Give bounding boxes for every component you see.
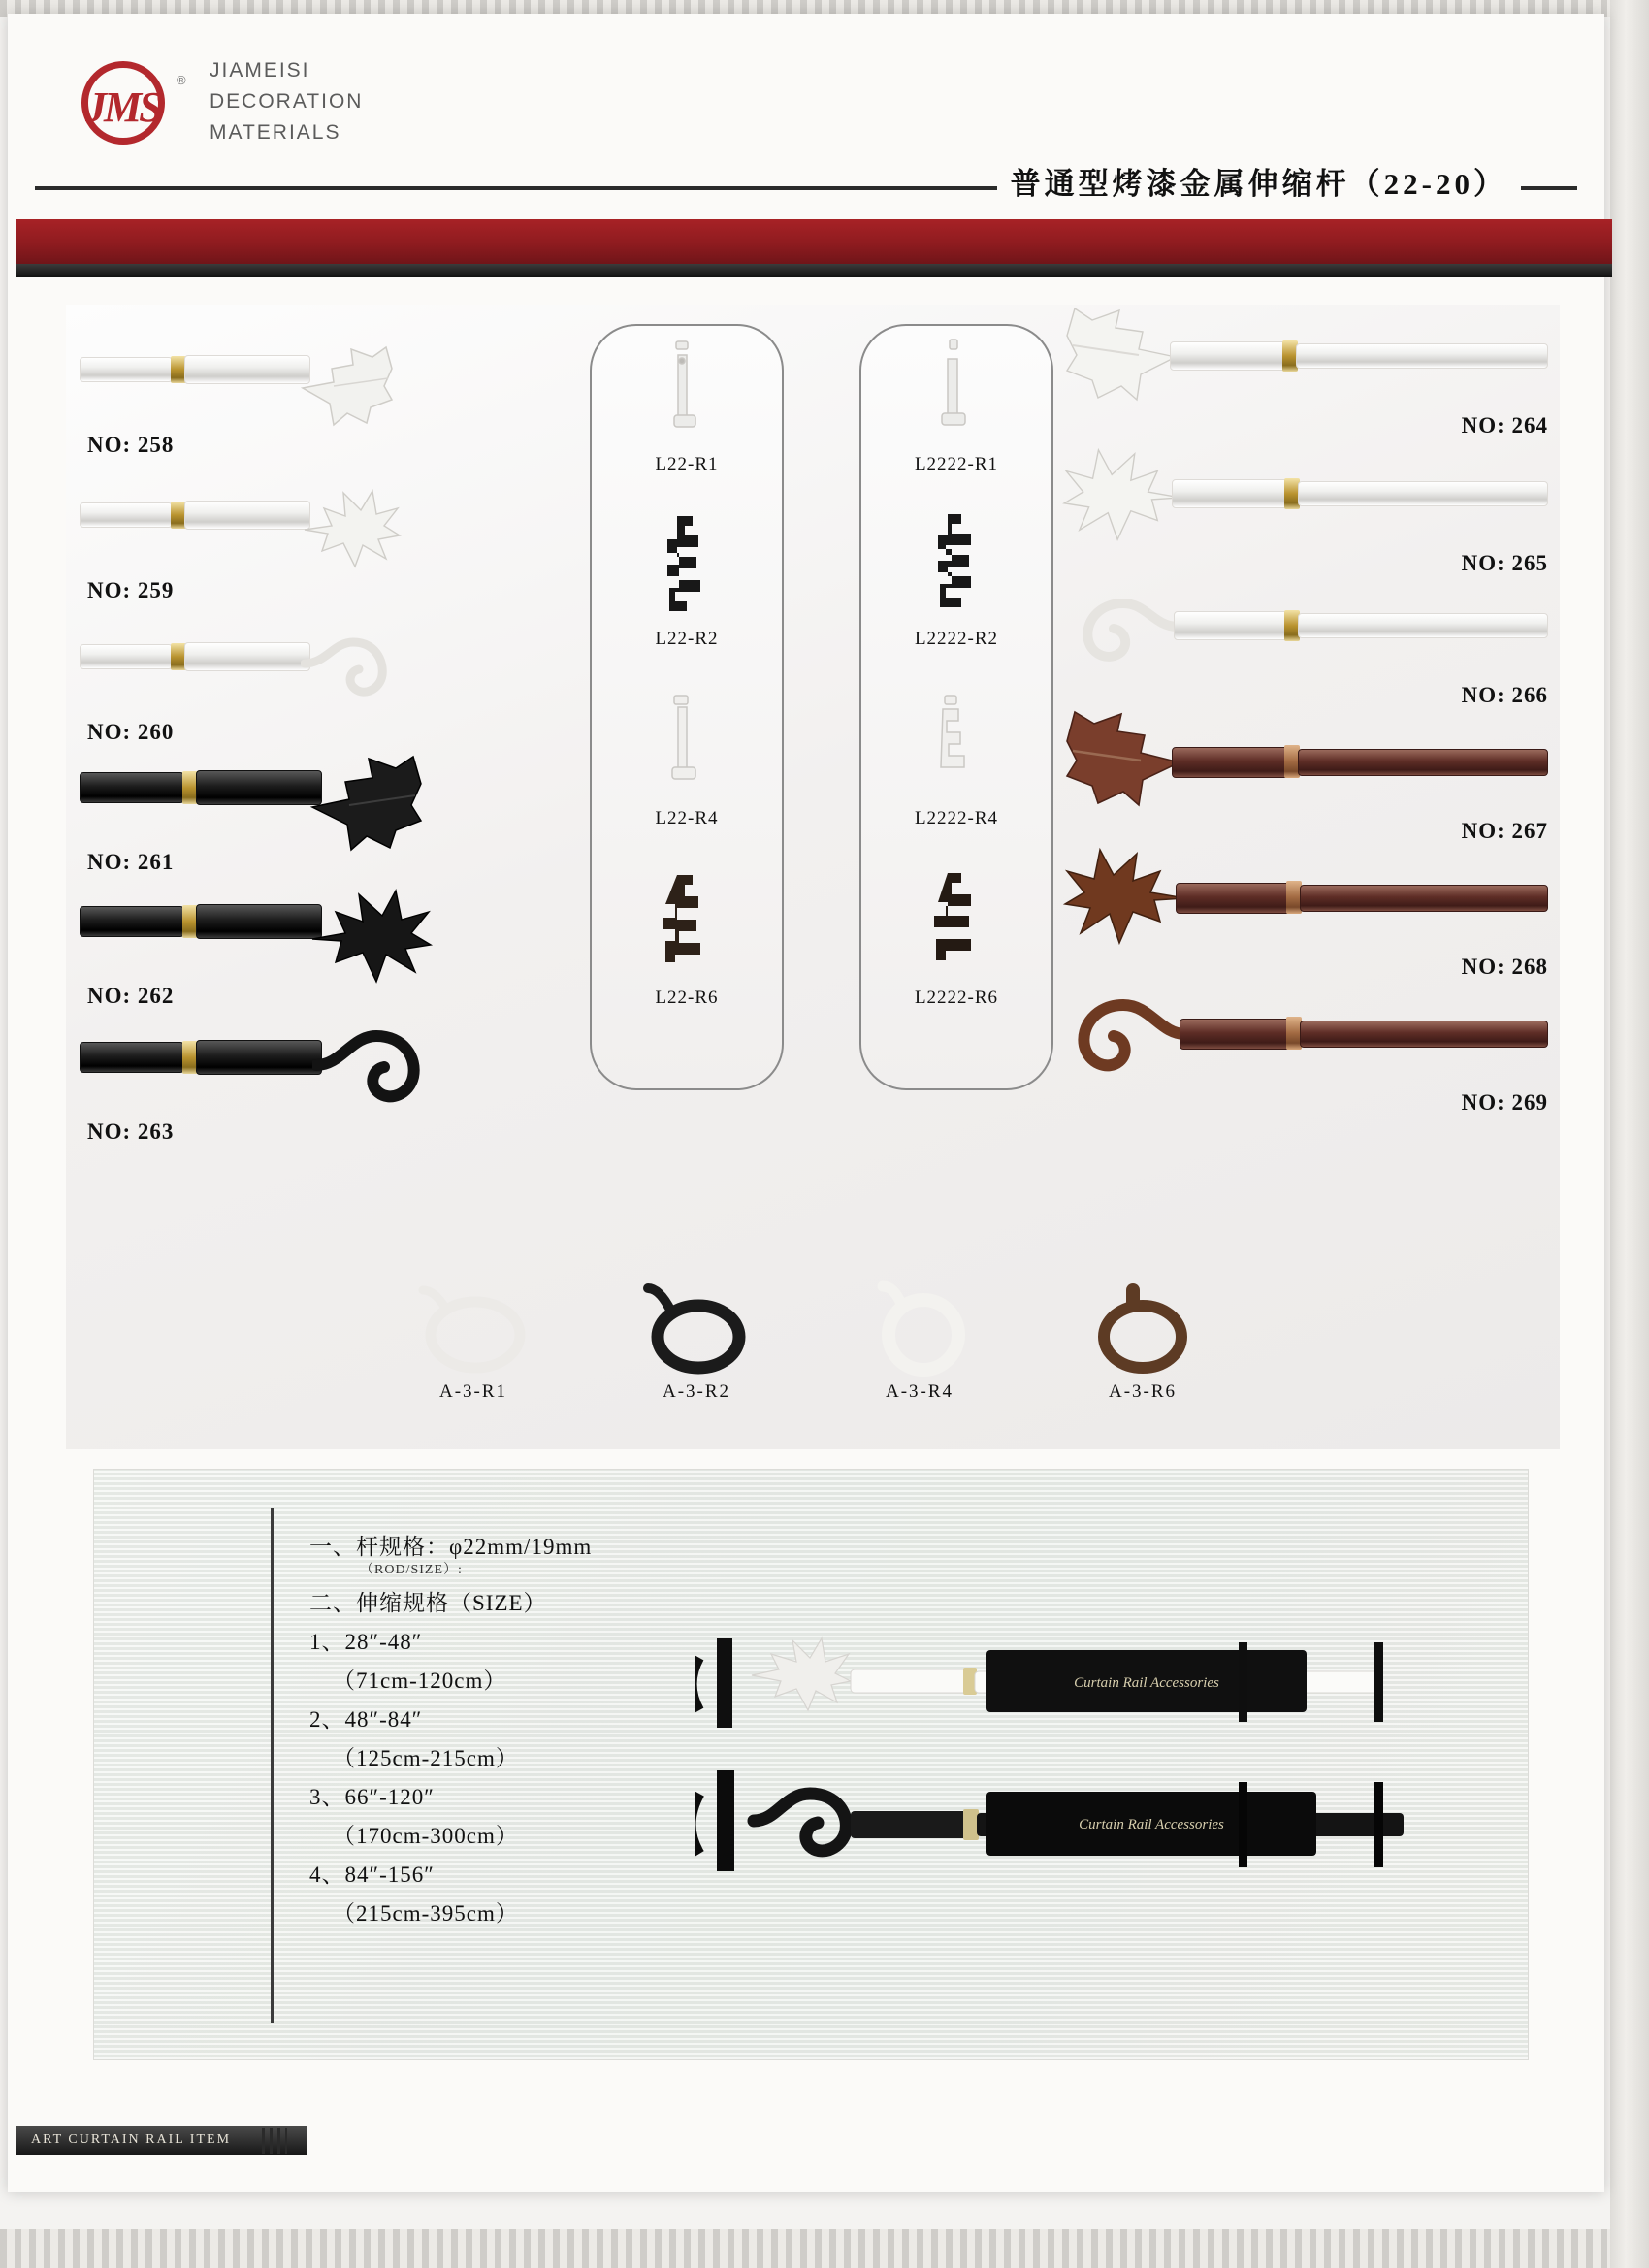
bracket-l2222-r6[interactable] [861,869,1051,1009]
product-label: NO: 261 [87,850,175,874]
bracket-panel-l22 [590,324,784,1090]
product-label: NO: 267 [1461,819,1548,843]
bracket-icon [861,336,1051,452]
bracket-icon [861,690,1051,806]
ring-a3r4[interactable] [832,1275,1007,1403]
product-label: NO: 262 [87,984,175,1008]
packshot-white-rod [695,1625,1433,1741]
spec-size-1: 1、28″-48″ [309,1630,423,1654]
bracket-l2222-r4[interactable] [861,690,1051,829]
bracket-code: L2222-R1 [914,454,999,474]
product-label: NO: 258 [87,433,175,457]
bracket-panel-l2222 [859,324,1053,1090]
grape-leaf-finial-icon [1055,706,1186,815]
ring-code: A-3-R1 [438,1381,508,1402]
product-260[interactable] [76,601,580,747]
product-261[interactable] [76,731,580,877]
spec-rod-size: 一、杆规格：φ22mm/19mm [309,1535,593,1559]
bracket-icon [592,869,782,986]
bracket-icon [861,869,1051,986]
scan-edge-bottom [0,2229,1649,2268]
ring-code: A-3-R2 [662,1381,731,1402]
scroll-hook-finial-icon [1063,982,1189,1085]
product-268[interactable] [1055,836,1560,982]
product-label: NO: 268 [1461,955,1548,979]
bracket-l22-r1[interactable] [592,336,782,475]
grape-leaf-finial-icon [295,340,402,433]
scroll-hook-finial-icon [312,1011,438,1118]
ring-icon [832,1275,1007,1381]
bracket-code: L22-R2 [655,629,719,649]
ring-a3r2[interactable] [609,1275,784,1403]
product-label: NO: 265 [1461,551,1548,575]
page-title: 普通型烤漆金属伸缩杆（22-20） [997,159,1521,203]
maple-leaf-finial-icon [308,883,435,989]
scroll-hook-finial-icon [1065,578,1181,675]
ring-row [386,1275,1259,1430]
spec-size-2: 2、48″-84″ [309,1707,423,1732]
product-label: NO: 269 [1461,1090,1548,1115]
product-267[interactable] [1055,700,1560,846]
brand-line-3: MATERIALS [210,121,341,144]
product-grid [66,305,1560,1449]
svg-text:Curtain Rail Accessories: Curtain Rail Accessories [1074,1675,1219,1691]
product-label: NO: 260 [87,720,175,744]
spec-text [309,1528,717,1933]
bracket-code: L2222-R2 [914,629,999,649]
maple-leaf-finial-icon [299,481,405,574]
product-265[interactable] [1055,433,1560,578]
bracket-code: L22-R1 [655,454,719,474]
brand-line-2: DECORATION [210,90,364,113]
spec-divider [271,1508,274,2023]
product-269[interactable] [1055,972,1560,1118]
spec-size-3-metric: （170cm-300cm） [333,1824,519,1848]
footer-text: ART CURTAIN RAIL ITEM [31,2132,232,2147]
brand-line-1: JIAMEISI [210,59,310,81]
dark-band [16,264,1612,277]
product-264[interactable] [1055,295,1560,440]
bracket-l22-r2[interactable] [592,510,782,650]
logo-monogram: JMS [85,83,160,131]
svg-text:Curtain Rail Accessories: Curtain Rail Accessories [1079,1817,1224,1832]
brand-logo [76,49,386,155]
spec-size-2-metric: （125cm-215cm） [333,1746,519,1770]
maple-leaf-finial-icon [1059,842,1190,951]
red-band [16,219,1612,266]
scroll-hook-finial-icon [301,625,398,718]
bracket-icon [592,690,782,806]
registered-mark: ® [177,73,186,87]
ring-code: A-3-R6 [1108,1381,1178,1402]
packshot-black-rod [695,1761,1462,1887]
bracket-code: L2222-R6 [914,988,999,1008]
scan-edge-right [1610,0,1649,2268]
page-sheet [8,14,1604,2192]
product-259[interactable] [76,460,580,605]
spec-size-4: 4、84″-156″ [309,1863,435,1887]
product-label: NO: 266 [1461,683,1548,707]
bracket-l2222-r2[interactable] [861,510,1051,650]
bracket-l22-r4[interactable] [592,690,782,829]
footer-ticks [262,2128,287,2154]
product-label: NO: 263 [87,1119,175,1144]
specification-panel [93,1469,1529,2060]
bracket-icon [592,336,782,452]
brand-name [210,55,363,148]
ring-icon [1055,1275,1230,1381]
spec-size-4-metric: （215cm-395cm） [333,1901,519,1926]
product-label: NO: 264 [1461,413,1548,437]
product-258[interactable] [76,314,580,460]
maple-leaf-finial-icon [1059,442,1185,547]
ring-icon [386,1275,561,1381]
bracket-code: L2222-R4 [914,808,999,828]
product-262[interactable] [76,865,580,1011]
spec-rod-size-sub: （ROD/SIZE）: [360,1563,463,1577]
logo-mark-icon [76,57,202,146]
spec-size-1-metric: （71cm-120cm） [333,1669,507,1693]
product-263[interactable] [76,1001,580,1147]
ring-code: A-3-R4 [885,1381,954,1402]
product-266[interactable] [1055,565,1560,710]
product-label: NO: 259 [87,578,175,602]
bracket-icon [592,510,782,627]
ring-a3r6[interactable] [1055,1275,1230,1403]
grape-leaf-finial-icon [307,751,433,858]
spec-extension-heading: 二、伸缩规格（SIZE） [309,1591,547,1615]
bracket-code: L22-R6 [655,988,719,1008]
bracket-code: L22-R4 [655,808,719,828]
ring-icon [609,1275,784,1381]
bracket-icon [861,510,1051,627]
ring-a3r1[interactable] [386,1275,561,1403]
bracket-l22-r6[interactable] [592,869,782,1009]
bracket-l2222-r1[interactable] [861,336,1051,475]
grape-leaf-finial-icon [1055,303,1181,409]
spec-size-3: 3、66″-120″ [309,1785,435,1809]
